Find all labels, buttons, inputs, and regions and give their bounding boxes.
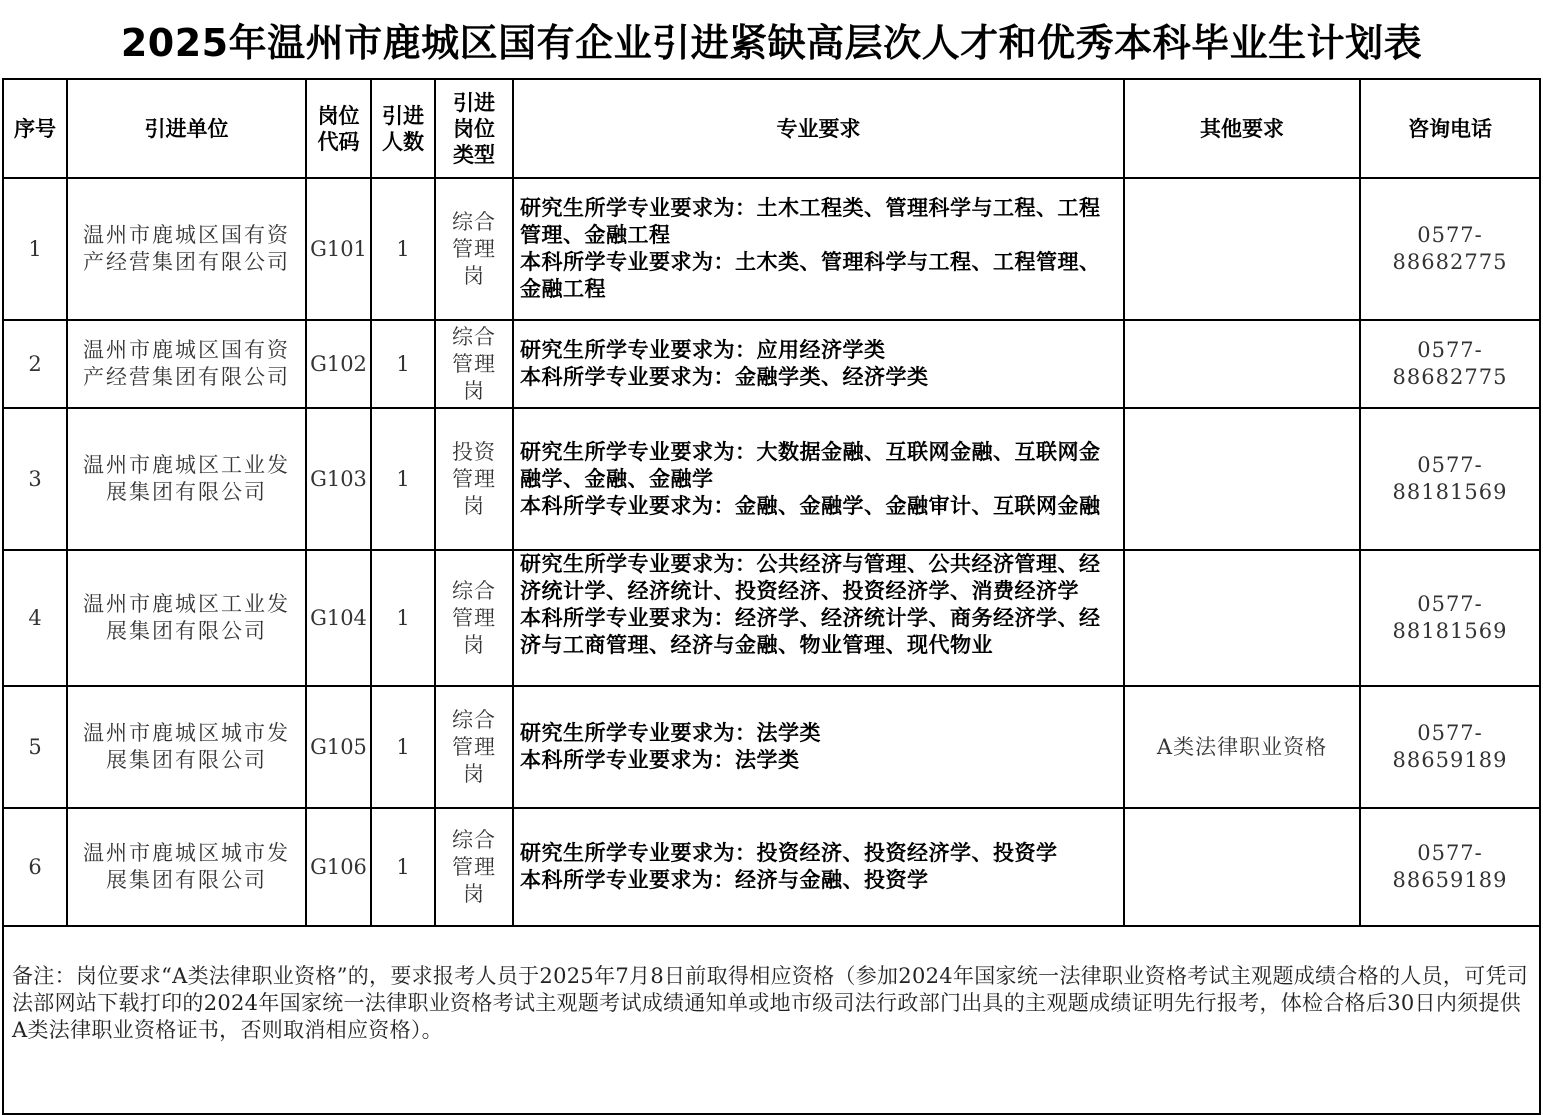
cell-unit: 温州市鹿城区工业发展集团有限公司: [67, 550, 306, 686]
ug-requirement: 本科所学专业要求为：法学类: [520, 748, 800, 772]
table-row: [3, 178, 1540, 320]
cell-type: 综合管理岗: [435, 686, 513, 808]
cell-major: [513, 178, 1124, 320]
cell-phone: 0577-88659189: [1360, 808, 1540, 926]
cell-phone: 0577-88181569: [1360, 408, 1540, 550]
table-row: [3, 320, 1540, 408]
table-row: [3, 808, 1540, 926]
cell-seq: 5: [3, 686, 67, 808]
cell-unit: 温州市鹿城区工业发展集团有限公司: [67, 408, 306, 550]
major-clip-box: [520, 551, 1117, 685]
cell-seq: 2: [3, 320, 67, 408]
page-title: 2025年温州市鹿城区国有企业引进紧缺高层次人才和优秀本科毕业生计划表: [120, 20, 1423, 65]
cell-code: G105: [306, 686, 371, 808]
cell-unit: 温州市鹿城区城市发展集团有限公司: [67, 808, 306, 926]
ug-requirement: 本科所学专业要求为：土木类、管理科学与工程、工程管理、金融工程: [520, 250, 1101, 301]
cell-type: 综合管理岗: [435, 320, 513, 408]
cell-count: 1: [371, 808, 435, 926]
header-major: 专业要求: [513, 79, 1124, 178]
cell-seq: 3: [3, 408, 67, 550]
table-row: [3, 408, 1540, 550]
header-seq: 序号: [3, 79, 67, 178]
cell-phone: 0577-88682775: [1360, 178, 1540, 320]
cell-count: 1: [371, 686, 435, 808]
cell-phone: 0577-88659189: [1360, 686, 1540, 808]
cell-type: 综合管理岗: [435, 178, 513, 320]
note-text: 备注：岗位要求“A类法律职业资格”的，要求报考人员于2025年7月8日前取得相应资格（参加2024年国家统一法律职业资格考试主观题成绩合格的人员，可凭司法部网站下载打印的2024年国家统一法律职业资格考试主观题考试成绩通知单或地市级司法行政部门出具的主观题成绩证明先行报考，体检合格后30日内须提供A类法律职业资格证书，否则取消相应资格）。: [3, 926, 1540, 1114]
cell-major: [513, 808, 1124, 926]
ug-requirement: 本科所学专业要求为：金融学类、经济学类: [520, 365, 929, 389]
cell-type: 投资管理岗: [435, 408, 513, 550]
plan-table: [2, 78, 1541, 1115]
header-other: 其他要求: [1124, 79, 1360, 178]
cell-other: A类法律职业资格: [1124, 686, 1360, 808]
cell-unit: 温州市鹿城区国有资产经营集团有限公司: [67, 320, 306, 408]
ug-requirement: 本科所学专业要求为：经济学、经济统计学、商务经济学、经济与工商管理、经济与金融、物业管理、现代物业: [520, 606, 1101, 657]
cell-major: [513, 320, 1124, 408]
grad-requirement: 研究生所学专业要求为：公共经济与管理、公共经济管理、经济统计学、经济统计、投资经济、投资经济学、消费经济学: [520, 552, 1101, 603]
cell-unit: 温州市鹿城区国有资产经营集团有限公司: [67, 178, 306, 320]
cell-code: G106: [306, 808, 371, 926]
cell-code: G101: [306, 178, 371, 320]
grad-requirement: 研究生所学专业要求为：土木工程类、管理科学与工程、工程管理、金融工程: [520, 196, 1101, 247]
cell-type: 综合管理岗: [435, 550, 513, 686]
cell-other: [1124, 808, 1360, 926]
cell-phone: 0577-88181569: [1360, 550, 1540, 686]
cell-seq: 6: [3, 808, 67, 926]
cell-count: 1: [371, 178, 435, 320]
cell-major: [513, 686, 1124, 808]
header-count: 引进人数: [371, 79, 435, 178]
cell-unit: 温州市鹿城区城市发展集团有限公司: [67, 686, 306, 808]
cell-code: G104: [306, 550, 371, 686]
cell-count: 1: [371, 408, 435, 550]
ug-requirement: 本科所学专业要求为：经济与金融、投资学: [520, 868, 929, 892]
grad-requirement: 研究生所学专业要求为：大数据金融、互联网金融、互联网金融学、金融、金融学: [520, 439, 1101, 491]
cell-count: 1: [371, 320, 435, 408]
header-type: 引进岗位类型: [435, 79, 513, 178]
cell-other: [1124, 178, 1360, 320]
cell-code: G102: [306, 320, 371, 408]
grad-requirement: 研究生所学专业要求为：法学类: [520, 721, 821, 745]
table-row: [3, 686, 1540, 808]
header-unit: 引进单位: [67, 79, 306, 178]
grad-requirement: 研究生所学专业要求为：投资经济、投资经济学、投资学: [520, 841, 1058, 865]
header-code: 岗位代码: [306, 79, 371, 178]
cell-other: [1124, 408, 1360, 550]
cell-code: G103: [306, 408, 371, 550]
table-row: [3, 550, 1540, 686]
header-row: [3, 79, 1540, 178]
cell-other: [1124, 550, 1360, 686]
header-phone: 咨询电话: [1360, 79, 1540, 178]
note-row: [3, 926, 1540, 1114]
cell-seq: 1: [3, 178, 67, 320]
cell-major: [513, 408, 1124, 550]
cell-type: 综合管理岗: [435, 808, 513, 926]
cell-count: 1: [371, 550, 435, 686]
ug-requirement: 本科所学专业要求为：金融、金融学、金融审计、互联网金融: [520, 493, 1101, 518]
cell-other: [1124, 320, 1360, 408]
cell-phone: 0577-88682775: [1360, 320, 1540, 408]
cell-major: [513, 550, 1124, 686]
cell-seq: 4: [3, 550, 67, 686]
grad-requirement: 研究生所学专业要求为：应用经济学类: [520, 338, 886, 362]
